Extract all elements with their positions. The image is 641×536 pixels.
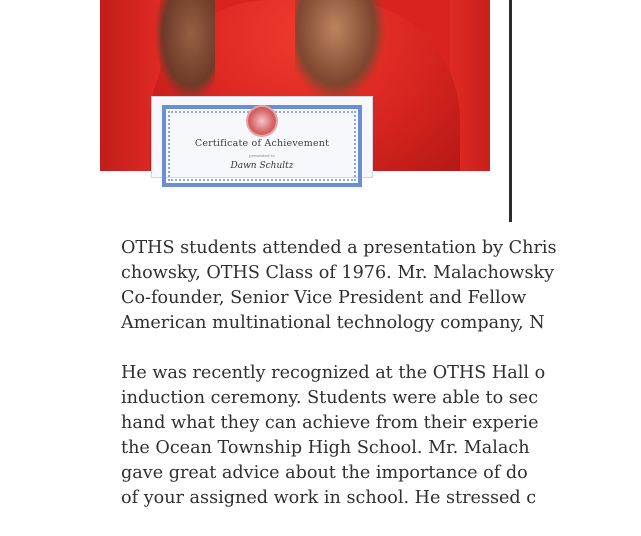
certificate-title: Certificate of Achievement (194, 138, 330, 149)
text-line: hand what they can achieve from their experie (121, 413, 539, 433)
text-line: chowsky, OTHS Class of 1976. Mr. Malachowsky (121, 263, 555, 283)
article-paragraph-1 (121, 236, 641, 336)
hair-left (155, 0, 215, 100)
certificate-recipient-name: Dawn Schultz (230, 161, 294, 171)
text-line: He was recently recognized at the OTHS Hall o (121, 363, 546, 383)
text-line: of your assigned work in school. He stressed c (121, 488, 537, 508)
text-line: OTHS students attended a presentation by Chris (121, 238, 557, 258)
article-photo (100, 0, 490, 171)
article-body (121, 236, 641, 536)
vertical-divider (509, 0, 512, 222)
certificate-presented-to: presented to (249, 153, 275, 158)
certificate (152, 97, 372, 177)
text-line: induction ceremony. Students were able to sec (121, 388, 539, 408)
certificate-seal-icon (248, 107, 276, 135)
hair-right (295, 0, 385, 100)
text-line: gave great advice about the importance of do (121, 463, 528, 483)
article-paragraph-2 (121, 361, 641, 511)
text-line: Co-founder, Senior Vice President and Fellow (121, 288, 527, 308)
text-line: the Ocean Township High School. Mr. Malach (121, 438, 530, 458)
text-line: American multinational technology company, N (121, 313, 545, 333)
